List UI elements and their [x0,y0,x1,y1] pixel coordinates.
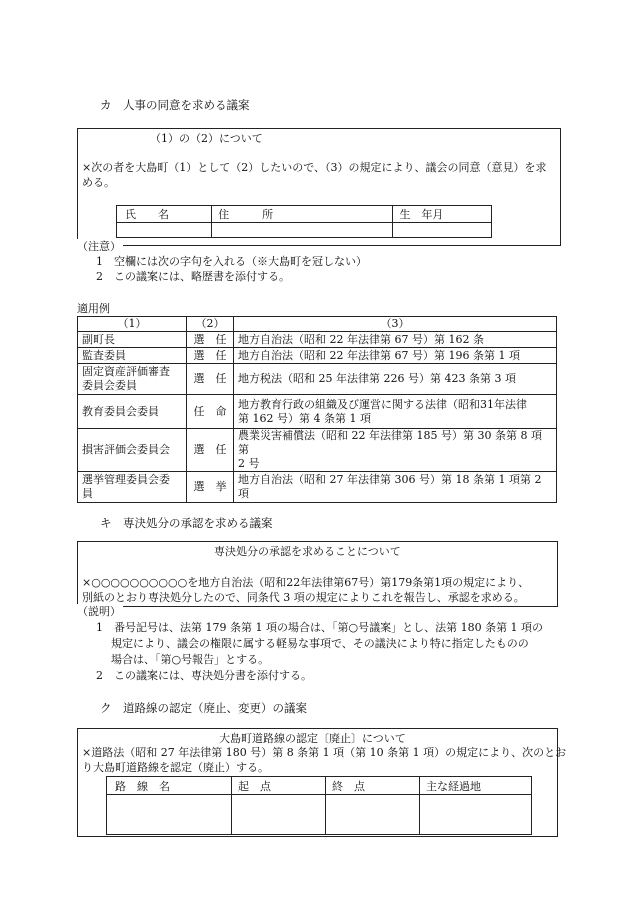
road-table [106,776,532,835]
person-table-header-name: 氏 名 [117,206,212,223]
usage-header-col1: （1） [78,317,187,332]
road-table-cell [326,795,420,835]
usage-table [77,316,557,503]
section-ki-title: 専決処分の承認を求めることについて [214,545,401,558]
usage-row-4-col3: 地方教育行政の組織及び運営に関する法律（昭和31年法律 第 162 号）第 4 条第 1 項 [234,395,557,429]
usage-row-1-col1: 副町長 [78,332,187,348]
usage-row-2-col2: 選 任 [187,348,234,364]
explain-line: 2 この議案には、専決処分書を添付する。 [96,669,312,682]
person-table-cell [393,223,492,238]
explain-line: 規定により、議会の権限に属する軽易な事項で、その議決により特に指定したものの [111,637,529,650]
usage-row-2-col3: 地方自治法（昭和 22 年法律第 67 号）第 196 条第 1 項 [234,348,557,364]
usage-row-1-col2: 選 任 [187,332,234,348]
explain-line: 1 番号記号は、法第 179 条第 1 項の場合は、「第○号議案」とし、法第 180 条第 1 項の [96,621,544,634]
person-table-cell [212,223,393,238]
explain-line: 場合は、「第○号報告」とする。 [111,653,270,666]
road-table-cell [107,795,232,835]
usage-row-1-col3: 地方自治法（昭和 22 年法律第 67 号）第 162 条 [234,332,557,348]
usage-row-4-col1: 教育委員会委員 [78,395,187,429]
usage-label: 適用例 [77,302,110,315]
usage-header-col2: （2） [187,317,234,332]
explain-label: （説明） [77,605,121,618]
person-table [116,205,492,238]
section-ki-heading: キ 専決処分の承認を求める議案 [100,516,273,530]
usage-row-3-col1: 固定資産評価審査 委員会委員 [78,364,187,395]
notes-label: （注意） [77,240,121,253]
note-item: 1 空欄には次の字句を入れる（※大島町を冠しない） [96,255,367,268]
person-table-header-address: 住 所 [212,206,393,223]
section-ki-body-line1: ×○○○○○○○○○○を地方自治法（昭和22年法律第67号）第179条第1項の規定により、 [82,576,530,589]
road-table-header-via: 主な経過地 [420,777,532,795]
person-table-cell [117,223,212,238]
usage-row-3-col2: 選 任 [187,364,234,395]
section-ka-body-line2: める。 [82,176,115,189]
usage-row-3-col3: 地方税法（昭和 25 年法律第 226 号）第 423 条第 3 項 [234,364,557,395]
usage-row-5-col2: 選 任 [187,429,234,472]
person-table-header-birth: 生 年月 [393,206,492,223]
note-item: 2 この議案には、略歴書を添付する。 [96,270,290,283]
section-ku-heading: ク 道路線の認定（廃止、変更）の議案 [100,701,307,715]
section-ku-body-line2: り大島町道路線を認定（廃止）する。 [82,761,269,774]
road-table-header-name: 路 線 名 [107,777,232,795]
road-table-cell [420,795,532,835]
usage-header-col3: （3） [234,317,557,332]
section-ku-body-line1: ×道路法（昭和 27 年法律第 180 号）第 8 条第 1 項（第 10 条第 1 項）の規定により、次のとお [82,746,567,759]
road-table-header-end: 終 点 [326,777,420,795]
usage-row-6-col3: 地方自治法（昭和 27 年法律第 306 号）第 18 条第 1 項第 2 項 [234,472,557,503]
usage-row-4-col2: 任 命 [187,395,234,429]
road-table-header-start: 起 点 [232,777,326,795]
usage-row-5-col1: 損害評価会委員会 [78,429,187,472]
usage-row-6-col2: 選 挙 [187,472,234,503]
section-ku-title: 大島町道路線の認定〔廃止〕について [219,732,406,745]
section-ka-body-line1: ×次の者を大島町（1）として（2）したいので、（3）の規定により、議会の同意（意見）を求 [82,161,547,174]
usage-row-5-col3: 農業災害補償法（昭和 22 年法律第 185 号）第 30 条第 8 項第 2 号 [234,429,557,472]
usage-row-2-col1: 監査委員 [78,348,187,364]
road-table-cell [232,795,326,835]
usage-row-6-col1: 選挙管理委員会委 員 [78,472,187,503]
section-ka-title: （1）の（2）について [150,132,263,145]
section-ki-body-line2: 別紙のとおり専決処分したので、同条代 3 項の規定によりこれを報告し、承認を求める。 [82,591,525,604]
section-ka-heading: カ 人事の同意を求める議案 [100,98,250,112]
